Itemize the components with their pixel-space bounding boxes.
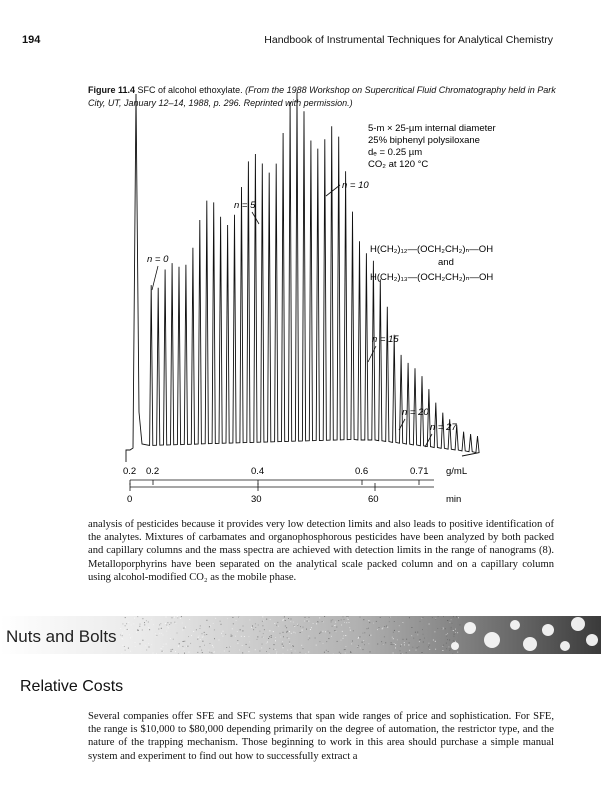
time-axis-label: min <box>446 494 462 505</box>
peak-pointer-n10 <box>326 185 340 196</box>
density-tick-2: 0.4 <box>251 466 265 477</box>
nuts-and-bolts-title: Nuts and Bolts <box>6 627 117 646</box>
peak-label-n10: n = 10 <box>342 180 369 191</box>
page-number: 194 <box>22 34 41 46</box>
figure-caption-source: (From the 1988 Workshop on Supercritical Fluid Chromatography held in Park City, UT, January 12–14, 1988, p. 296. Reprinted with permission.) <box>88 85 556 108</box>
time-tick-0: 0 <box>127 494 133 505</box>
body-paragraph-costs: Several companies offer SFE and SFC systems that span wide ranges of price and sophistication. For SFE, the range is $10,000 to $80,000 depending primarily on the degree of automation, the restrictor type, and the nature of the trapping mechanism. Those beginning to work in this area should purchase a simple manual system and experiment to find out how to successfully extract a <box>88 711 554 762</box>
peak-pointer-n15 <box>368 346 376 362</box>
figure-caption-text: SFC of alcohol ethoxylate. <box>137 85 243 95</box>
peak-label-n0: n = 0 <box>147 254 169 265</box>
density-tick-1: 0.2 <box>146 466 160 477</box>
condition-line-1: 5-m × 25-µm internal diameter <box>368 123 496 134</box>
time-tick-30: 30 <box>251 494 262 505</box>
section-heading-relative-costs: Relative Costs <box>20 678 124 695</box>
density-tick-4: 0.71 <box>410 466 429 477</box>
density-tick-0: 0.2 <box>123 466 137 477</box>
formula-and: and <box>438 257 454 268</box>
peak-pointer-n0 <box>152 266 158 290</box>
time-tick-60: 60 <box>368 494 379 505</box>
running-header: Handbook of Instrumental Techniques for Analytical Chemistry <box>264 34 553 46</box>
figure-label: Figure 11.4 <box>88 85 136 95</box>
condition-line-3: dₑ = 0.25 µm <box>368 147 423 158</box>
peak-pointer-n27 <box>425 434 432 447</box>
formula-c12: H(CH₂)₁₂—(OCH₂CH₂)ₙ—OH <box>370 244 494 255</box>
peak-label-n27: n = 27 <box>430 422 457 433</box>
condition-line-2: 25% biphenyl polysiloxane <box>368 135 480 146</box>
density-axis-label: g/mL <box>446 466 468 477</box>
formula-c13: H(CH₂)₁₃—(OCH₂CH₂)ₙ—OH <box>370 272 494 283</box>
density-tick-3: 0.6 <box>355 466 369 477</box>
peak-label-n5: n = 5 <box>234 200 256 211</box>
body-paragraph-pesticides: analysis of pesticides because it provides very low detection limits and also leads to positive identification of the analytes. Mixtures of carbamates and organophosphorous pesticides have been analyzed by both packed and capillary columns and the mass spectra are achieved with detection limits in the range of nanograms (8). Metalloporphyrins have been separated on the analytical scale packed column and on a capillary column using alcohol-modified CO₂ as the mobile phase. <box>88 519 554 583</box>
peak-label-n20: n = 20 <box>402 407 429 418</box>
density-axis-ticks <box>130 480 419 485</box>
condition-line-4: CO₂ at 120 °C <box>368 159 429 170</box>
peak-label-n15: n = 15 <box>372 334 399 345</box>
